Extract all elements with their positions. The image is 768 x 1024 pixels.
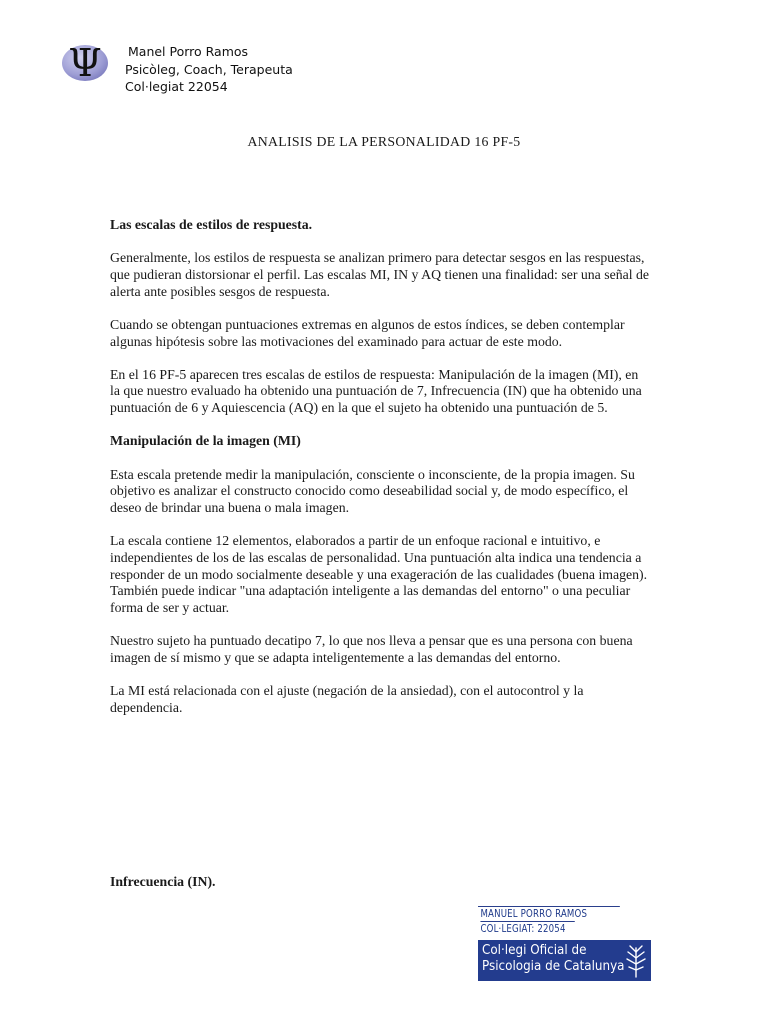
badge-org-line1: Col·legi Oficial de [482,943,587,958]
paragraph: La escala contiene 12 elementos, elaborados a partir de un enfoque racional e intuitivo, e independientes de los de las escalas de personalidad. Una puntuación alta indica una tendencia a responder de un modo socialmente deseable y una exageración de las cualidades (buena imagen). También puede indicar "una adaptación inteligente a las demandas del entorno" o una peculiar forma de ser y actuar. [110,533,648,615]
author-role: Psicòleg, Coach, Terapeuta [125,61,293,77]
paragraph: Esta escala pretende medir la manipulación, consciente o inconsciente, de la propia imagen. Su objetivo es analizar el constructo conocido como deseabilidad social y, de modo específico, el deseo de brindar una buena o mala imagen. [110,466,635,515]
badge-header [478,906,620,940]
author-license: Col·legiat 22054 [125,79,228,94]
section-heading-response-styles: Las escalas de estilos de respuesta. [110,217,313,232]
author-block [125,43,293,96]
author-name: Manel Porro Ramos [128,44,249,59]
document-body [110,217,650,733]
paragraph: Nuestro sujeto ha puntuado decatipo 7, lo que nos lleva a pensar que es una persona con buena imagen de sí mismo y que se adapta inteligentemente a las demandas del entorno. [110,633,633,665]
paragraph: Cuando se obtengan puntuaciones extremas en algunos de estos índices, se deben contemplar algunas hipótesis sobre las motivaciones del examinado para actuar de este modo. [110,316,625,349]
section-heading-infrequency: Infrecuencia (IN). [110,874,216,889]
svg-text:Ψ: Ψ [68,42,102,82]
badge-org-line2: Psicologia de Catalunya [482,959,625,974]
paragraph: Generalmente, los estilos de respuesta se analizan primero para detectar sesgos en las respuestas, que pudieran distorsionar el perfil. Las escalas MI, IN y AQ tienen una finalidad: ser una señal de alerta ante posibles sesgos de respuesta. [110,250,650,299]
college-badge [478,906,651,980]
document-title: ANALISIS DE LA PERSONALIDAD 16 PF-5 [247,134,521,149]
badge-license: COL·LEGIAT: 22054 [480,921,574,936]
psi-logo-icon [61,42,109,82]
badge-org-panel [478,940,651,981]
paragraph: En el 16 PF-5 aparecen tres escalas de estilos de respuesta: Manipulación de la imagen (MI), en la que nuestro evaluado ha obtenido una puntuación de 7, Infrecuencia (IN) que ha obtenido una puntuación de 6 y Aquiescencia (AQ) en la que el sujeto ha obtenido una puntuación de 5. [110,366,642,416]
section-heading-image-manipulation: Manipulación de la imagen (MI) [110,433,301,449]
badge-name: MANUEL PORRO RAMOS [480,908,588,920]
paragraph: La MI está relacionada con el ajuste (negación de la ansiedad), con el autocontrol y la dependencia. [110,683,584,715]
